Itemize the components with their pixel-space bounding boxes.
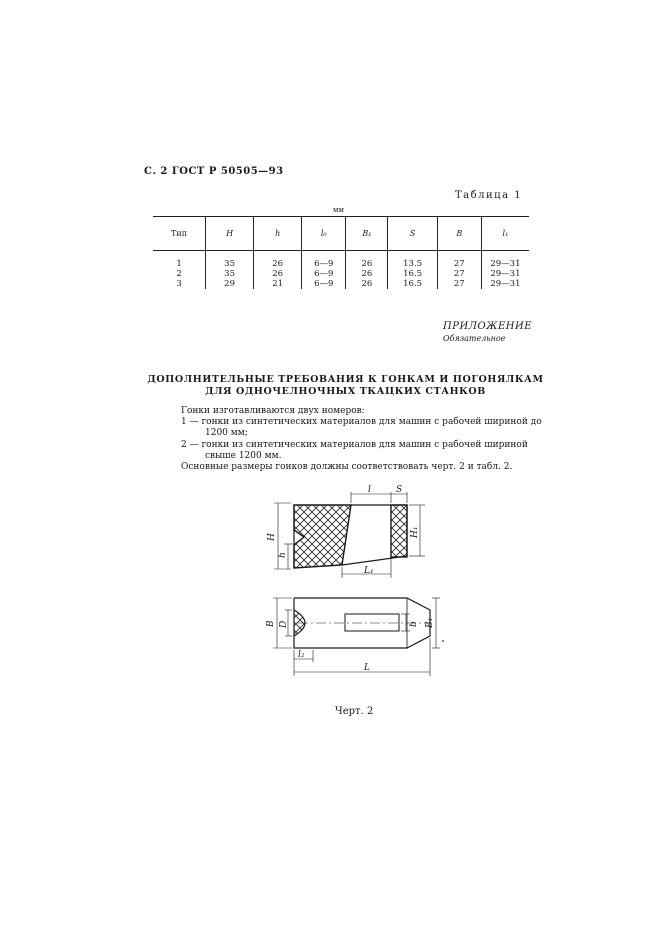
label-B: B	[266, 620, 276, 627]
list-item-2: 2 — гонки из синтетических материалов для машин с рабочей шириной	[181, 440, 528, 450]
appendix-title: ПРИЛОЖЕНИЕ	[443, 321, 532, 332]
table-cell: 27	[437, 279, 481, 289]
table-cell: 26	[254, 269, 302, 279]
label-L: L	[364, 663, 370, 673]
hatched-insert-right	[391, 505, 407, 557]
side-view	[294, 505, 407, 568]
table-cell: 6—9	[302, 279, 346, 289]
figure-caption: Черт. 2	[335, 706, 374, 717]
col-header: h	[254, 217, 302, 251]
label-l: l	[368, 485, 371, 495]
section-title-line-2: ДЛЯ ОДНОЧЕЛНОЧНЫХ ТКАЦКИХ СТАНКОВ	[205, 386, 486, 397]
section-title-line-1: ДОПОЛНИТЕЛЬНЫЕ ТРЕБОВАНИЯ К ГОНКАМ И ПОГОНЯЛКАМ	[147, 374, 544, 385]
table-cell: 13.5	[388, 251, 437, 270]
col-header: l₀	[302, 217, 346, 251]
label-l2: l₂	[298, 650, 305, 660]
table-cell: 1	[176, 259, 182, 269]
table-label: Таблица 1	[455, 190, 523, 201]
table-cell: 27	[437, 269, 481, 279]
table-cell: 29—31	[481, 279, 529, 289]
table-cell: 29—31	[481, 251, 529, 270]
intro-paragraph: Гонки изготавливаются двух номеров:	[181, 406, 365, 416]
label-L1: L₁	[364, 566, 374, 576]
speck	[442, 640, 444, 642]
col-header: H	[206, 217, 254, 251]
table-cell: 27	[437, 251, 481, 270]
table-unit: мм	[333, 206, 344, 214]
table-cell: 35	[206, 269, 254, 279]
sizes-paragraph: Основные размеры гонков должны соответствовать черт. 2 и табл. 2.	[181, 462, 513, 472]
col-header: Тип	[153, 217, 206, 251]
label-b: b	[409, 621, 419, 627]
col-header: B₁	[346, 217, 388, 251]
label-B1: B₁	[425, 617, 435, 628]
label-H1: H₁	[410, 526, 420, 538]
table-cell: 26	[346, 269, 388, 279]
table-cell: 35	[206, 251, 254, 270]
list-item-1-cont: 1200 мм;	[205, 428, 248, 438]
appendix-subtitle: Обязательное	[443, 334, 506, 343]
table-cell: 16.5	[388, 279, 437, 289]
list-item-1: 1 — гонки из синтетических материалов для машин с рабочей шириной до	[181, 417, 542, 427]
list-item-2-cont: свыше 1200 мм.	[205, 451, 282, 461]
page-header: С. 2 ГОСТ Р 50505—93	[144, 166, 284, 177]
col-header: S	[388, 217, 437, 251]
table-cell: 2	[176, 269, 182, 279]
label-h: h	[278, 552, 288, 558]
table-cell: 26	[346, 251, 388, 270]
hatched-insert-left	[294, 505, 351, 568]
label-H: H	[267, 533, 277, 541]
table-cell: 29	[206, 279, 254, 289]
col-header: l₁	[481, 217, 529, 251]
label-S: S	[396, 485, 403, 495]
table-cell: 6—9	[302, 251, 346, 270]
label-D: D	[279, 620, 289, 628]
table-cell: 29—31	[481, 269, 529, 279]
table-cell: 26	[254, 251, 302, 270]
top-view-dimensions	[273, 598, 440, 676]
table-cell: 3	[176, 279, 182, 289]
slot	[345, 614, 399, 631]
col-header: B	[437, 217, 481, 251]
table-cell: 6—9	[302, 269, 346, 279]
table-cell: 21	[254, 279, 302, 289]
table-cell: 16.5	[388, 269, 437, 279]
table-cell: 26	[346, 279, 388, 289]
